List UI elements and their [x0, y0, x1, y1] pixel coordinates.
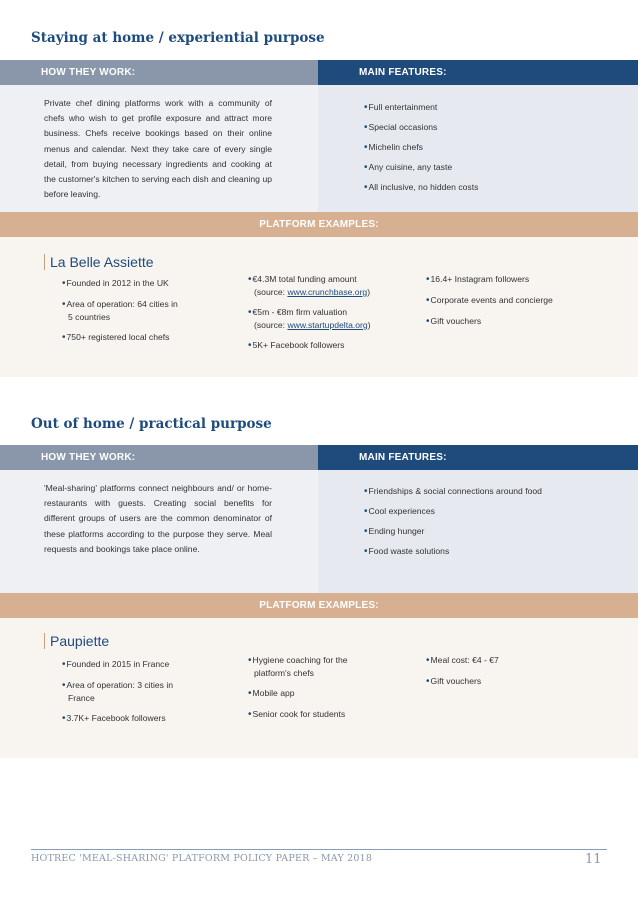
platform-facts-col2	[248, 273, 418, 360]
list-item: •Area of operation: 3 cities in France	[62, 680, 174, 703]
section-title: Out of home / practical purpose	[31, 416, 272, 432]
list-item: •Special occasions	[364, 122, 438, 133]
list-item: •Corporate events and concierge	[426, 295, 553, 306]
platform-facts-col3	[426, 273, 616, 336]
platform-examples-header: PLATFORM EXAMPLES:	[0, 593, 638, 618]
list-item: •Meal cost: €4 - €7	[426, 655, 499, 666]
list-item: •Mobile app	[248, 688, 295, 699]
main-features-header: MAIN FEATURES:	[318, 60, 638, 85]
page-number: 11	[585, 852, 602, 867]
how-they-work-header: HOW THEY WORK:	[0, 60, 318, 85]
main-features-list	[364, 485, 614, 565]
section-title: Staying at home / experiential purpose	[31, 30, 325, 46]
list-item: •€5m - €8m firm valuation (source: www.startupdelta.org)	[248, 307, 371, 330]
how-they-work-header: HOW THEY WORK:	[0, 445, 318, 470]
main-features-header: MAIN FEATURES:	[318, 445, 638, 470]
platform-examples-header: PLATFORM EXAMPLES:	[0, 212, 638, 237]
platform-facts-col1	[62, 277, 222, 352]
list-item: •3.7K+ Facebook followers	[62, 713, 166, 724]
footer-divider	[31, 849, 607, 850]
list-item: •€4.3M total funding amount (source: www.crunchbase.org)	[248, 274, 371, 297]
platform-facts-col3	[426, 654, 616, 696]
platform-facts-col1	[62, 658, 222, 733]
how-they-work-text: 'Meal-sharing' platforms connect neighbours and/ or home-restaurants with guests. Creating social benefits for different groups of users are the common denominator of these platforms according to the purpose they serve. Meal requests and bookings take place online.	[44, 483, 272, 554]
list-item: •Ending hunger	[364, 526, 425, 537]
list-item: •Hygiene coaching for the platform's chefs	[248, 655, 348, 678]
footer-text: HOTREC 'MEAL-SHARING' PLATFORM POLICY PAPER – MAY 2018	[31, 853, 373, 864]
list-item: •750+ registered local chefs	[62, 332, 170, 343]
crunchbase-link[interactable]: www.crunchbase.org	[287, 287, 368, 297]
platform-name: Paupiette	[44, 633, 109, 649]
list-item: •Friendships & social connections around food	[364, 486, 542, 497]
platform-name: La Belle Assiette	[44, 254, 154, 270]
list-item: •Michelin chefs	[364, 142, 423, 153]
list-item: •All inclusive, no hidden costs	[364, 182, 479, 193]
list-item: •16.4+ Instagram followers	[426, 274, 530, 285]
list-item: •Food waste solutions	[364, 546, 450, 557]
list-item: •Founded in 2015 in France	[62, 659, 170, 670]
startupdelta-link[interactable]: www.startupdelta.org	[287, 320, 368, 330]
list-item: •5K+ Facebook followers	[248, 340, 345, 351]
list-item: •Gift vouchers	[426, 316, 482, 327]
list-item: •Gift vouchers	[426, 676, 482, 687]
list-item: •Area of operation: 64 cities in 5 countries	[62, 299, 178, 322]
platform-facts-col2	[248, 654, 418, 729]
list-item: •Senior cook for students	[248, 709, 346, 720]
how-they-work-text: Private chef dining platforms work with a community of chefs who wish to get profile exposure and attract more business. Chefs receive bookings based on their online menus and calendar. Next they take care of every single detail, from buying necessary ingredients and cooking at the customer's kitchen to serving each dish and cleaning up before leaving.	[44, 98, 272, 200]
list-item: •Full entertainment	[364, 102, 438, 113]
list-item: •Cool experiences	[364, 506, 435, 517]
list-item: •Founded in 2012 in the UK	[62, 278, 169, 289]
main-features-list	[364, 101, 614, 201]
list-item: •Any cuisine, any taste	[364, 162, 453, 173]
